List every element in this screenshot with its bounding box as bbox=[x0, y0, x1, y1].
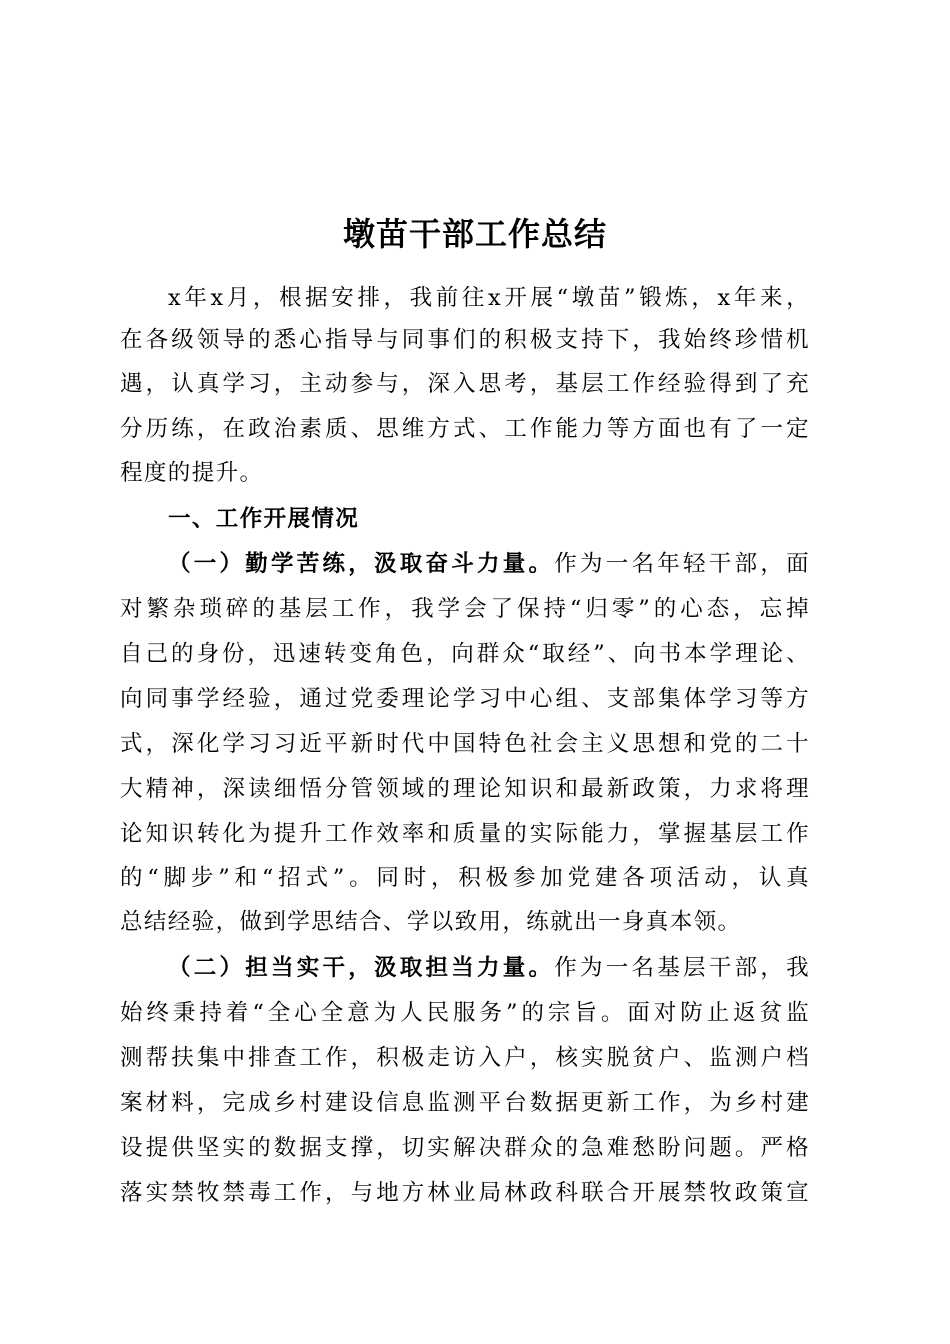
intro-line-5: 程度的提升。 bbox=[120, 460, 264, 486]
section-heading-1: 一、工作开展情况 bbox=[168, 506, 360, 532]
sub1-line-3: 自己的身份，迅速转变角色，向群众“取经”、向书本学理论、 bbox=[120, 641, 810, 667]
sub2-lead: （二）担当实干，汲取担当力量。 bbox=[168, 955, 555, 981]
sub2-line-5: 设提供坚实的数据支撑，切实解决群众的急难愁盼问题。严格 bbox=[120, 1135, 810, 1161]
intro-line-4: 分历练，在政治素质、思维方式、工作能力等方面也有了一定 bbox=[120, 416, 810, 442]
sub2-line-4: 案材料，完成乡村建设信息监测平台数据更新工作，为乡村建 bbox=[120, 1090, 810, 1116]
sub1-first-rest: 作为一名年轻干部，面 bbox=[554, 551, 810, 577]
intro-line-1: x年x月，根据安排，我前往x开展“墩苗”锻炼，x年来， bbox=[168, 285, 810, 311]
sub1-line-6: 大精神，深读细悟分管领域的理论知识和最新政策，力求将理 bbox=[120, 776, 810, 802]
sub2-first-rest: 作为一名基层干部，我 bbox=[554, 955, 810, 981]
sub1-line-5: 式，深化学习习近平新时代中国特色社会主义思想和党的二十 bbox=[120, 731, 810, 757]
sub1-line-2: 对繁杂琐碎的基层工作，我学会了保持“归零”的心态，忘掉 bbox=[120, 596, 810, 622]
sub2-line-2: 始终秉持着“全心全意为人民服务”的宗旨。面对防止返贫监 bbox=[120, 1000, 810, 1026]
sub2-line-6: 落实禁牧禁毒工作，与地方林业局林政科联合开展禁牧政策宣 bbox=[120, 1180, 810, 1206]
sub1-lead: （一）勤学苦练，汲取奋斗力量。 bbox=[168, 551, 555, 577]
sub2-first-line bbox=[168, 953, 810, 983]
intro-line-3: 遇，认真学习，主动参与，深入思考，基层工作经验得到了充 bbox=[120, 371, 810, 397]
document-title: 墩苗干部工作总结 bbox=[342, 215, 607, 253]
sub1-line-9: 总结经验，做到学思结合、学以致用，练就出一身真本领。 bbox=[120, 909, 742, 935]
sub1-line-8: 的“脚步”和“招式”。同时，积极参加党建各项活动，认真 bbox=[120, 865, 810, 891]
intro-line-2: 在各级领导的悉心指导与同事们的积极支持下，我始终珍惜机 bbox=[120, 327, 810, 353]
sub1-line-7: 论知识转化为提升工作效率和质量的实际能力，掌握基层工作 bbox=[120, 821, 810, 847]
sub2-line-3: 测帮扶集中排查工作，积极走访入户，核实脱贫户、监测户档 bbox=[120, 1045, 810, 1071]
sub1-line-4: 向同事学经验，通过党委理论学习中心组、支部集体学习等方 bbox=[120, 686, 810, 712]
sub1-first-line bbox=[168, 549, 810, 579]
